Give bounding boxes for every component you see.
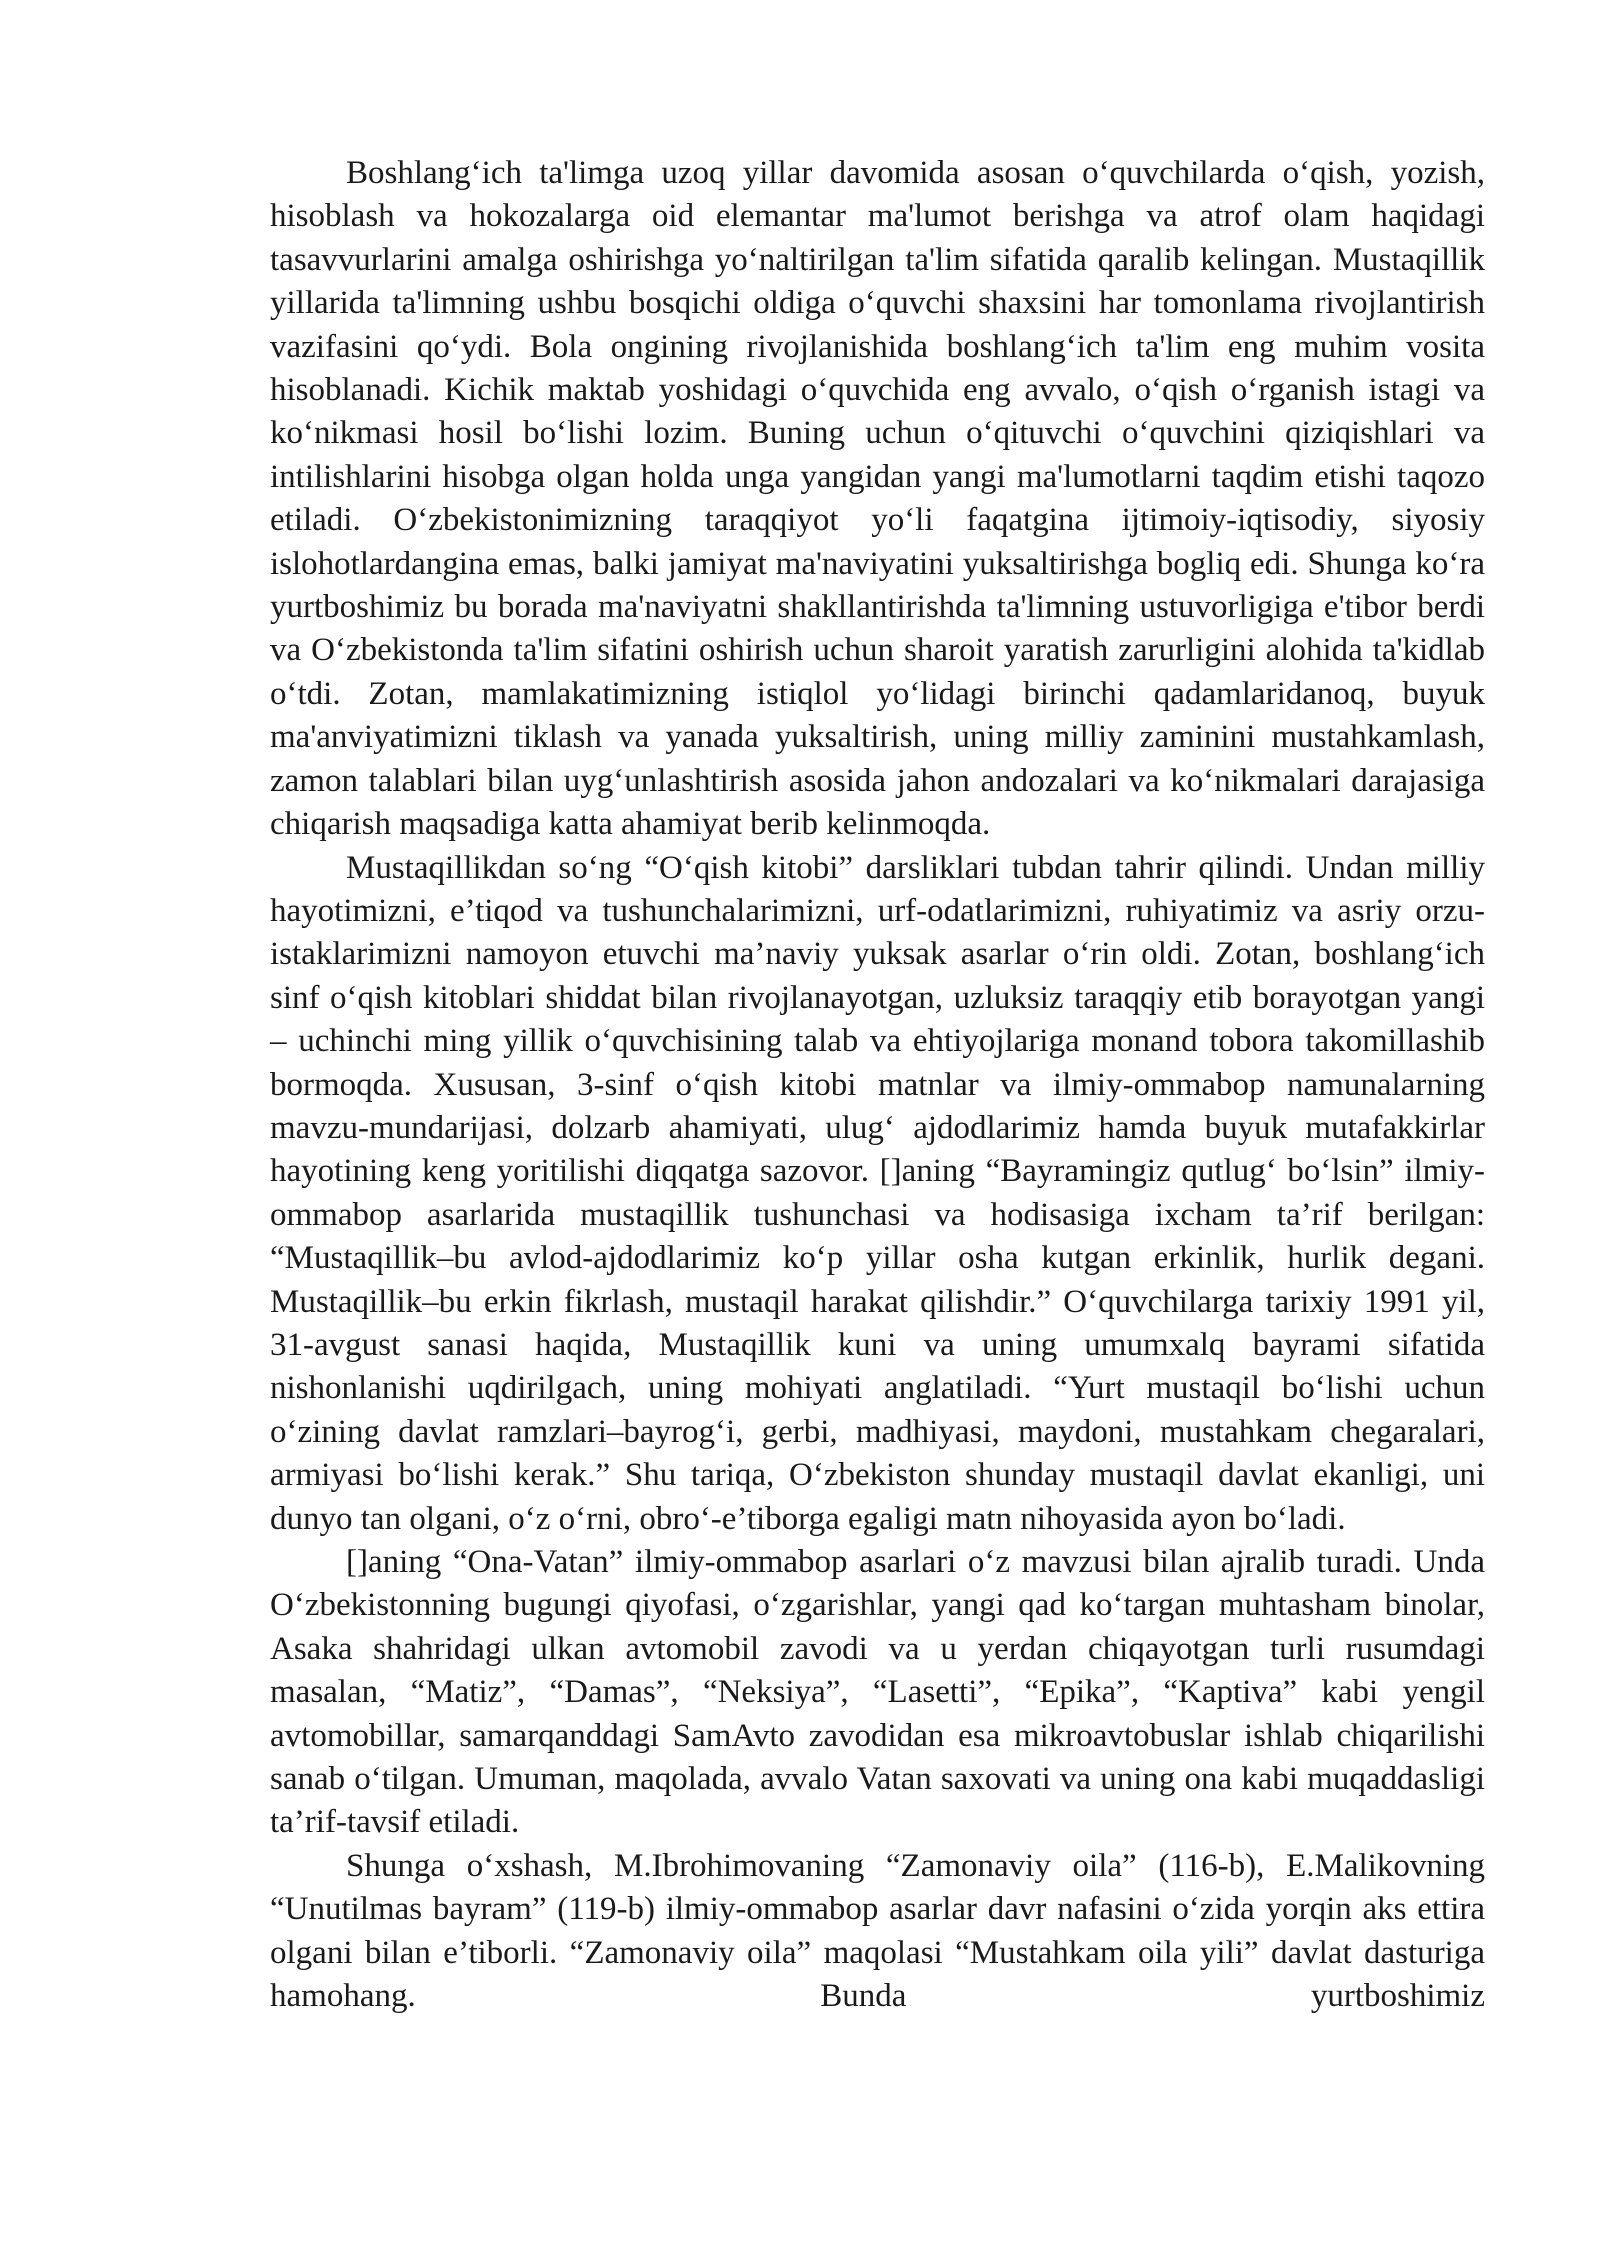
- paragraph: Boshlang‘ich ta'limga uzoq yillar davomida asosan o‘quvchilarda o‘qish, yozish, hisoblash va hokozalarga oid elemantar ma'lumot berishga va atrof olam haqidagi tasavvurlarini amalga oshirishga yo‘naltirilgan ta'lim sifatida qaralib kelingan. Mustaqillik yillarida ta'limning ushbu bosqichi oldiga o‘quvchi shaxsini har tomonlama rivojlantirish vazifasini qo‘ydi. Bola ongining rivojlanishida boshlang‘ich ta'lim eng muhim vosita hisoblanadi. Kichik maktab yoshidagi o‘quvchida eng avvalo, o‘qish o‘rganish istagi va ko‘nikmasi hosil bo‘lishi lozim. Buning uchun o‘qituvchi o‘quvchini qiziqishlari va intilishlarini hisobga olgan holda unga yangidan yangi ma'lumotlarni taqdim etishi taqozo etiladi. O‘zbekistonimizning taraqqiyot yo‘li faqatgina ijtimoiy-iqtisodiy, siyosiy islohotlardangina emas, balki jamiyat ma'naviyatini yuksaltirishga bogliq edi. Shunga ko‘ra yurtboshimiz bu borada ma'naviyatni shakllantirishda ta'limning ustuvorligiga e'tibor berdi va O‘zbekistonda ta'lim sifatini oshirish uchun sharoit yaratish zarurligini alohida ta'kidlab o‘tdi. Zotan, mamlakatimizning istiqlol yo‘lidagi birinchi qadamlaridanoq, buyuk ma'anviyatimizni tiklash va yanada yuksaltirish, uning milliy zaminini mustahkamlash, zamon talablari bilan uyg‘unlashtirish asosida jahon andozalari va ko‘nikmalari darajasiga chiqarish maqsadiga katta ahamiyat berib kelinmoqda.: [270, 155, 1485, 843]
- paragraph: Shunga o‘xshash, M.Ibrohimovaning “Zamonaviy oila” (116-b), E.Malikovning “Unutilmas bayram” (119-b) ilmiy-ommabop asarlar davr nafasini o‘zida yorqin aks ettira olgani bilan e’tiborli. “Zamonaviy oila” maqolasi “Mustahkam oila yili” davlat dasturiga hamohang. Bunda yurtboshimiz: [270, 1847, 1485, 2015]
- document-body: [270, 152, 1485, 2018]
- paragraph: []aning “Ona-Vatan” ilmiy-ommabop asarlari o‘z mavzusi bilan ajralib turadi. Unda O‘zbekistonning bugungi qiyofasi, o‘zgarishlar, yangi qad ko‘targan muhtasham binolar, Asaka shahridagi ulkan avtomobil zavodi va u yerdan chiqayotgan turli rusumdagi masalan, “Matiz”, “Damas”, “Neksiya”, “Lasetti”, “Epika”, “Kaptiva” kabi yengil avtomobillar, samarqanddagi SamAvto zavodidan esa mikroavtobuslar ishlab chiqarilishi sanab o‘tilgan. Umuman, maqolada, avvalo Vatan saxovati va uning ona kabi muqaddasligi ta’rif-tavsif etiladi.: [270, 1544, 1485, 1841]
- paragraph: Mustaqillikdan so‘ng “O‘qish kitobi” darsliklari tubdan tahrir qilindi. Undan milliy hayotimizni, e’tiqod va tushunchalarimizni, urf-odatlarimizni, ruhiyatimiz va asriy orzu- istaklarimizni namoyon etuvchi ma’naviy yuksak asarlar o‘rin oldi. Zotan, boshlang‘ich sinf o‘qish kitoblari shiddat bilan rivojlanayotgan, uzluksiz taraqqiy etib borayotgan yangi – uchinchi ming yillik o‘quvchisining talab va ehtiyojlariga monand tobora takomillashib bormoqda. Xususan, 3-sinf o‘qish kitobi matnlar va ilmiy-ommabop namunalarning mavzu-mundarijasi, dolzarb ahamiyati, ulug‘ ajdodlarimiz hamda buyuk mutafakkirlar hayotining keng yoritilishi diqqatga sazovor. []aning “Bayramingiz qutlug‘ bo‘lsin” ilmiy-ommabop asarlarida mustaqillik tushunchasi va hodisasiga ixcham ta’rif berilgan: “Mustaqillik–bu avlod-ajdodlarimiz ko‘p yillar osha kutgan erkinlik, hurlik degani. Mustaqillik–bu erkin fikrlash, mustaqil harakat qilishdir.” O‘quvchilarga tarixiy 1991 yil, 31-avgust sanasi haqida, Mustaqillik kuni va uning umumxalq bayrami sifatida nishonlanishi uqdirilgach, uning mohiyati anglatiladi. “Yurt mustaqil bo‘lishi uchun o‘zining davlat ramzlari–bayrog‘i, gerbi, madhiyasi, maydoni, mustahkam chegaralari, armiyasi bo‘lishi kerak.” Shu tariqa, O‘zbekiston shunday mustaqil davlat ekanligi, uni dunyo tan olgani, o‘z o‘rni, obro‘-e’tiborga egaligi matn nihoyasida ayon bo‘ladi.: [270, 849, 1485, 1537]
